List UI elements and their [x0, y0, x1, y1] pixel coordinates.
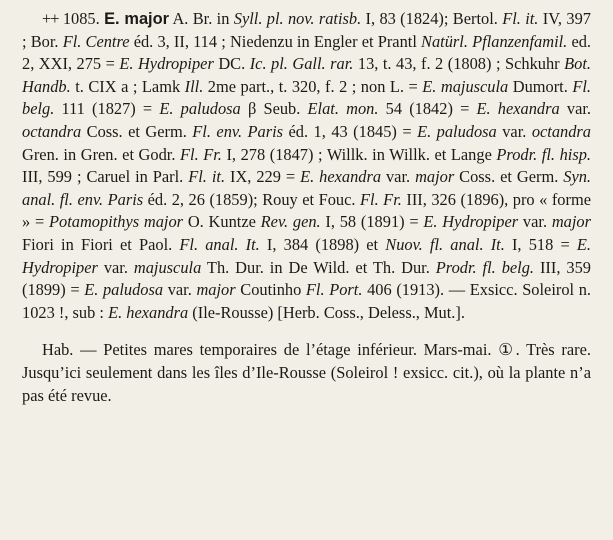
synonym-name: E. paludosa	[417, 121, 497, 141]
citation-title: Fl. it.	[502, 9, 539, 28]
entry-text: Fiori in Fiori et Paol.	[22, 234, 180, 254]
species-entry	[22, 8, 591, 324]
entry-text: 13, t. 43, f. 2 (1808) ; Schkuhr	[353, 54, 565, 74]
entry-text: 406 (1913). — Exsicc. Soleirol n. 1023 !, sub :	[22, 280, 592, 322]
citation-title: Fl. Fr.	[360, 189, 402, 209]
citation-title: Rev. gen.	[260, 212, 321, 232]
entry-text: I, 278 (1847) ; Willk. in Willk. et Lange	[221, 144, 497, 164]
entry-text: IV, 397 ; Bor.	[22, 9, 591, 51]
citation-title: Natürl. Pflanzenfamil.	[421, 31, 568, 51]
synonym-name: E. hexandra	[300, 167, 382, 187]
entry-text: Coutinho	[235, 280, 306, 300]
entry-text: var.	[559, 99, 592, 119]
citation-title: Syll. pl. nov. ratisb.	[233, 9, 362, 28]
entry-text: Gren. in Gren. et Godr.	[22, 144, 180, 164]
entry-text: 111 (1827) =	[54, 99, 160, 119]
entry-text: A. Br. in	[169, 9, 234, 28]
synonym-name: E. majuscula	[422, 76, 509, 96]
entry-text: Coss. et Germ.	[454, 167, 564, 187]
entry-text: var.	[97, 257, 134, 277]
entry-text: var.	[163, 280, 197, 300]
entry-text: var.	[381, 167, 416, 187]
variety-name: octandra	[22, 121, 82, 141]
citation-title: Fl. Port.	[305, 280, 363, 300]
citation-title: Elat. mon.	[307, 99, 379, 119]
citation-title: Ill.	[184, 76, 204, 96]
entry-text: éd. 2, 26 (1859); Rouy et Fouc.	[143, 189, 360, 209]
citation-title: Prodr. fl. belg.	[435, 257, 535, 277]
entry-text: var.	[496, 121, 532, 141]
citation-title: Syn. anal. fl. env. Paris	[22, 167, 592, 209]
variety-name: majuscula	[133, 257, 202, 277]
variety-name: major	[196, 280, 236, 300]
entry-text: ed. 2, XXI, 275 =	[22, 31, 592, 74]
entry-text: var.	[518, 212, 552, 232]
entry-text: Coss. et Germ.	[81, 121, 193, 141]
synonym-name: E. Hydropiper	[119, 54, 214, 74]
citation-title: Prodr. fl. hisp.	[496, 144, 591, 164]
entry-text: I, 58 (1891) =	[320, 212, 424, 232]
entry-text: III, 326 (1896), pro « forme » =	[22, 189, 591, 232]
entry-text: 2me part., t. 320, f. 2 ; non L. =	[203, 76, 423, 96]
entry-text: DC.	[213, 54, 250, 74]
citation-title: Fl. it.	[188, 167, 226, 187]
entry-text: éd. 1, 43 (1845) =	[283, 121, 418, 141]
variety-name: major	[551, 212, 591, 232]
entry-text: t. CIX a ; Lamk	[70, 76, 185, 96]
synonym-name: E. paludosa	[84, 280, 164, 300]
entry-text: O. Kuntze	[183, 212, 261, 232]
entry-text: III, 599 ; Caruel in Parl.	[22, 167, 189, 187]
synonym-name: Potamopithys major	[48, 212, 184, 232]
entry-text: éd. 3, II, 114 ; Niedenzu in Engler et Prantl	[129, 31, 422, 51]
variety-name: octandra	[531, 121, 591, 141]
entry-text: (Ile-Rousse) [Herb. Coss., Deless., Mut.].	[188, 302, 465, 322]
synonym-name: E. hexandra	[476, 99, 560, 119]
entry-number: 1085.	[62, 9, 100, 28]
habitat-paragraph: Hab. — Petites mares temporaires de l’étage inférieur. Mars-mai. ①. Très rare. Jusqu’ici seulement dans les îles d’Ile-Rousse (Soleirol ! exsicc. cit.), où la plante n’a pas été revue.	[22, 340, 591, 405]
entry-text: I, 518 =	[504, 234, 577, 254]
entry-text: I, 384 (1898) et	[259, 234, 386, 254]
endemic-marker: ++	[42, 9, 59, 28]
synonym-name: E. paludosa	[159, 99, 241, 119]
citation-title: Fl. Fr.	[180, 144, 222, 164]
citation-title: Fl. anal. It.	[179, 234, 260, 254]
citation-title: Ic. pl. Gall. rar.	[249, 54, 354, 74]
entry-text: III, 359 (1899) =	[22, 257, 591, 300]
citation-title: Bot. Handb.	[22, 54, 592, 96]
citation-title: Fl. Centre	[62, 31, 130, 51]
entry-text: β Seub.	[240, 99, 308, 119]
synonym-name: E. Hydropiper	[423, 212, 519, 232]
entry-text: Dumort.	[508, 76, 573, 96]
citation-title: Nuov. fl. anal. It.	[385, 234, 505, 254]
entry-text: Th. Dur. in De Wild. et Th. Dur.	[201, 257, 436, 277]
variety-name: major	[415, 167, 455, 187]
citation-title: Fl. env. Paris	[192, 121, 284, 141]
citation-title: Fl. belg.	[22, 76, 591, 119]
species-name: E. major	[104, 10, 169, 28]
synonym-name: E. Hydropiper	[22, 234, 591, 277]
entry-text: 54 (1842) =	[378, 99, 477, 119]
entry-text: I, 83 (1824); Bertol.	[361, 9, 503, 28]
entry-text: IX, 229 =	[225, 167, 301, 187]
synonym-name: E. hexandra	[108, 302, 189, 322]
